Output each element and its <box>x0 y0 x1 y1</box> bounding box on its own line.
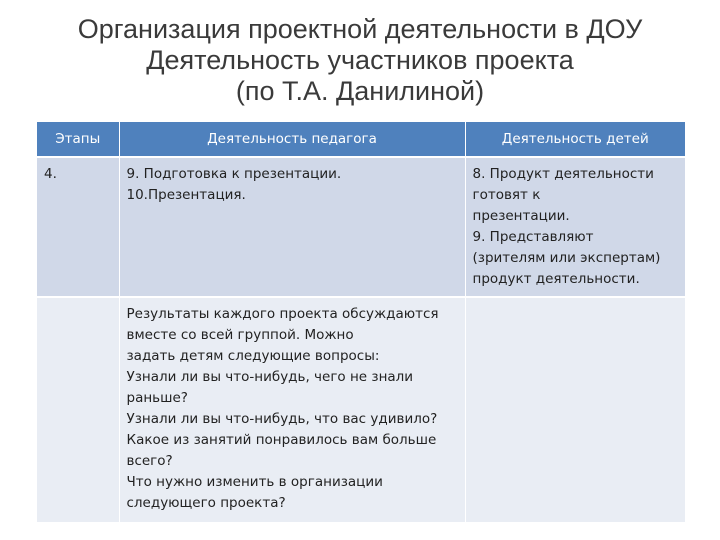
text-line: следующего проекта? <box>126 495 286 511</box>
stage-cell: 4. <box>37 157 119 297</box>
header-teacher-activity: Деятельность педагога <box>119 122 465 157</box>
children-activity-cell <box>465 157 685 297</box>
teacher-activity-cell <box>119 157 465 297</box>
text-line: Результаты каждого проекта обсуждаются <box>126 306 439 322</box>
table-row <box>37 157 685 297</box>
table-header-row <box>37 122 685 157</box>
text-line: Узнали ли вы что-нибудь, чего не знали <box>126 369 414 385</box>
text-line: всего? <box>126 453 173 469</box>
text-line: продукт деятельности. <box>472 271 640 287</box>
header-children-activity: Деятельность детей <box>465 122 685 157</box>
text-line: презентации. <box>472 208 570 224</box>
text-line: Узнали ли вы что-нибудь, что вас удивило? <box>126 411 438 427</box>
teacher-activity-cell <box>119 297 465 522</box>
text-line: задать детям следующие вопросы: <box>126 348 380 364</box>
text-line: 9. Подготовка к презентации. <box>126 166 342 182</box>
title-line-1: Организация проектной деятельности в ДОУ <box>77 14 643 44</box>
title-line-3: (по Т.А. Данилиной) <box>235 76 485 106</box>
children-activity-cell <box>465 297 685 522</box>
header-stages: Этапы <box>37 122 119 157</box>
stage-cell <box>37 297 119 522</box>
text-line: раньше? <box>126 390 188 406</box>
project-activity-table <box>37 122 685 522</box>
text-line: (зрителям или экспертам) <box>472 250 661 266</box>
page-title <box>0 14 720 107</box>
text-line: Что нужно изменить в организации <box>126 474 383 490</box>
text-line: готовят к <box>472 187 541 203</box>
table-row <box>37 297 685 522</box>
text-line: вместе со всей группой. Можно <box>126 327 354 343</box>
text-line: Какое из занятий понравилось вам больше <box>126 432 437 448</box>
text-line: 8. Продукт деятельности <box>472 166 654 182</box>
text-line: 10.Презентация. <box>126 187 246 203</box>
title-line-2: Деятельность участников проекта <box>146 45 574 75</box>
text-line: 9. Представляют <box>472 229 594 245</box>
